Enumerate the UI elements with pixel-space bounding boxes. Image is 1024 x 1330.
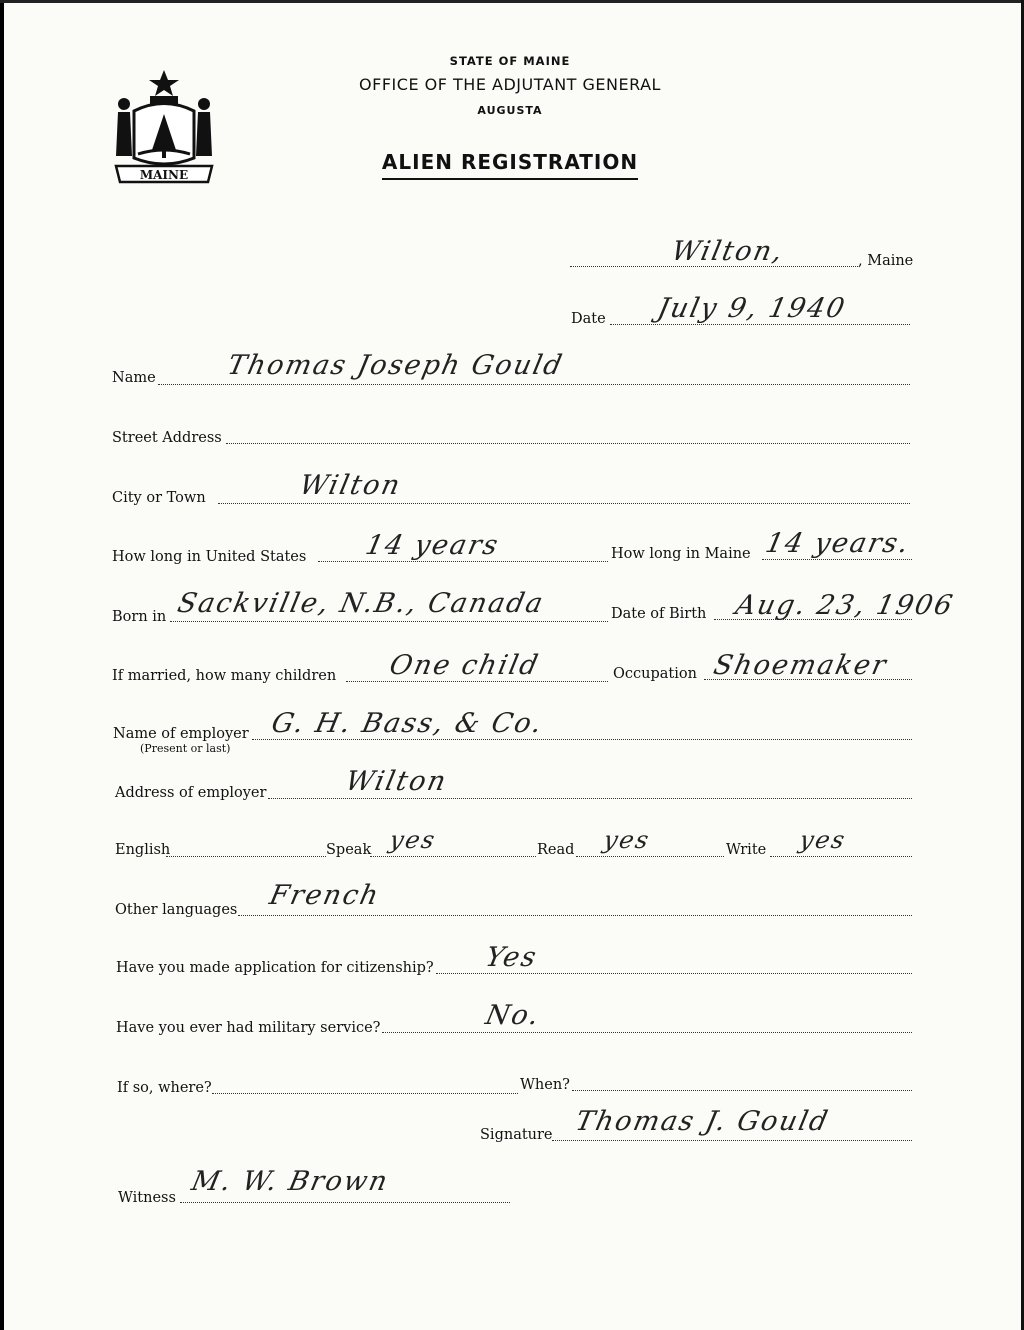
born-label: Born in — [112, 609, 167, 625]
employer-label: Name of employer — [113, 726, 249, 742]
us-duration-line — [318, 561, 608, 562]
english-line — [166, 856, 326, 857]
when-label: When? — [520, 1077, 570, 1093]
date-entry: July 9, 1940 — [654, 293, 850, 324]
employer-sublabel: (Present or last) — [140, 742, 231, 755]
witness-entry: M. W. Brown — [188, 1166, 392, 1197]
military-entry: No. — [482, 1000, 544, 1031]
military-label: Have you ever had military service? — [116, 1020, 381, 1036]
employer-line — [252, 739, 912, 740]
read-entry: yes — [601, 826, 654, 854]
signature-label: Signature — [480, 1127, 553, 1143]
header-state: STATE OF MAINE — [449, 54, 571, 68]
city-label: City or Town — [112, 490, 206, 506]
military-line — [382, 1032, 912, 1033]
signature-entry: Thomas J. Gould — [572, 1106, 833, 1137]
scan-edge-top — [0, 0, 1024, 3]
name-entry: Thomas Joseph Gould — [224, 350, 567, 381]
form-title: ALIEN REGISTRATION — [0, 150, 1020, 174]
street-line — [226, 443, 910, 444]
us-duration-label: How long in United States — [112, 549, 307, 565]
speak-entry: yes — [387, 826, 440, 854]
header-office: OFFICE OF THE ADJUTANT GENERAL — [359, 75, 661, 94]
occupation-label: Occupation — [613, 666, 697, 682]
date-line — [610, 324, 910, 325]
signature-line — [552, 1140, 912, 1141]
header-city: AUGUSTA — [477, 104, 543, 117]
dob-label: Date of Birth — [611, 606, 707, 622]
where-label: If so, where? — [117, 1080, 212, 1096]
occupation-entry: Shoemaker — [710, 650, 891, 681]
speak-line — [370, 856, 536, 857]
other-languages-entry: French — [266, 880, 383, 911]
english-label: English — [115, 842, 171, 858]
witness-line — [180, 1202, 510, 1203]
citizenship-line — [436, 973, 912, 974]
children-line — [346, 681, 608, 682]
children-entry: One child — [386, 650, 543, 681]
write-label: Write — [726, 842, 767, 858]
other-languages-label: Other languages — [115, 902, 238, 918]
name-line — [158, 384, 910, 385]
read-line — [576, 856, 724, 857]
maine-duration-entry: 14 years. — [762, 528, 913, 559]
town-entry: Wilton, — [668, 236, 787, 267]
citizenship-entry: Yes — [482, 942, 541, 973]
where-line — [212, 1093, 518, 1094]
write-entry: yes — [797, 826, 850, 854]
street-label: Street Address — [112, 430, 222, 446]
scan-edge-left — [0, 0, 4, 1330]
us-duration-entry: 14 years — [362, 530, 503, 561]
employer-address-line — [268, 798, 912, 799]
employer-entry: G. H. Bass, & Co. — [268, 708, 547, 739]
date-label: Date — [571, 311, 606, 327]
other-languages-line — [238, 915, 912, 916]
witness-label: Witness — [118, 1190, 176, 1206]
born-line — [170, 621, 608, 622]
maine-duration-line — [762, 559, 912, 560]
dob-entry: Aug. 23, 1906 — [732, 590, 957, 621]
when-line — [572, 1090, 912, 1091]
city-entry: Wilton — [296, 470, 405, 501]
read-label: Read — [537, 842, 575, 858]
seal-motto: MAINE — [139, 168, 189, 182]
city-line — [218, 503, 910, 504]
employer-address-entry: Wilton — [342, 766, 451, 797]
town-suffix-label: , Maine — [858, 253, 914, 269]
children-label: If married, how many children — [112, 668, 337, 684]
born-entry: Sackville, N.B., Canada — [174, 588, 548, 619]
citizenship-label: Have you made application for citizenship? — [116, 960, 434, 976]
speak-label: Speak — [326, 842, 372, 858]
write-line — [770, 856, 912, 857]
name-label: Name — [112, 370, 156, 386]
maine-duration-label: How long in Maine — [611, 546, 751, 562]
employer-address-label: Address of employer — [115, 785, 267, 801]
